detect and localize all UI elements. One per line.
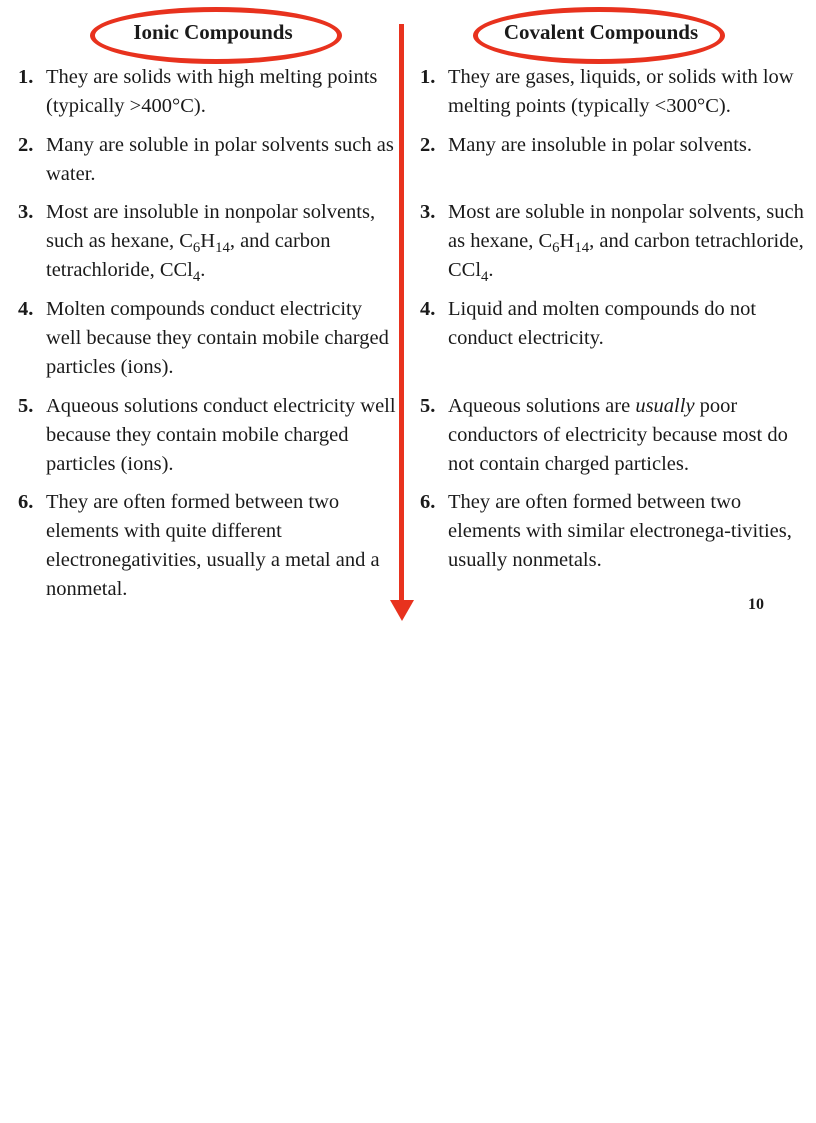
- item-text: Many are insoluble in polar solvents.: [448, 134, 753, 156]
- item-number: 3.: [420, 201, 436, 223]
- ionic-item-5: [18, 392, 398, 479]
- covalent-item-3: [420, 198, 812, 285]
- item-text: Aqueous solutions are usually poor conductors of electricity because most do not contain charged particles.: [448, 395, 788, 475]
- item-number: 1.: [18, 66, 34, 88]
- divider-arrow-shaft: [399, 24, 404, 602]
- item-text: They are often formed between two elements with quite different electronegativities, usually a metal and a nonmetal.: [46, 491, 380, 600]
- item-text: Many are soluble in polar solvents such as water.: [46, 134, 394, 185]
- ionic-item-2: [18, 131, 398, 189]
- item-number: 2.: [420, 134, 436, 156]
- item-number: 3.: [18, 201, 34, 223]
- item-number: 5.: [420, 395, 436, 417]
- page-number: 10: [748, 596, 764, 613]
- covalent-item-4: [420, 295, 812, 353]
- ionic-compounds-heading: Ionic Compounds: [133, 20, 293, 44]
- item-text: Aqueous solutions conduct electricity well because they contain mobile charged particles (ions).: [46, 395, 396, 475]
- ionic-item-4: [18, 295, 398, 382]
- item-text: Liquid and molten compounds do not conduct electricity.: [448, 298, 757, 349]
- item-number: 6.: [420, 491, 436, 513]
- item-text: Molten compounds conduct electricity well because they contain mobile charged particles (ions).: [46, 298, 389, 378]
- item-text: They are often formed between two elements with similar electronega-tivities, usually nonmetals.: [448, 491, 792, 571]
- item-number: 4.: [18, 298, 34, 320]
- item-number: 4.: [420, 298, 436, 320]
- covalent-compounds-heading: Covalent Compounds: [503, 20, 699, 44]
- item-number: 2.: [18, 134, 34, 156]
- item-number: 5.: [18, 395, 34, 417]
- item-number: 6.: [18, 491, 34, 513]
- item-text: Most are insoluble in nonpolar solvents, such as hexane, $C_6H_{14}$, and carbon tetrachloride, CCl$_4$.: [46, 201, 376, 286]
- ionic-heading-circle: [90, 7, 342, 64]
- item-number: 1.: [420, 66, 436, 88]
- ionic-item-1: [18, 63, 398, 121]
- item-text: Most are soluble in nonpolar solvents, such as hexane, $C_6H_{14}$, and carbon tetrachloride, CCl$_4$.: [448, 201, 804, 286]
- item-text: They are solids with high melting points (typically >400°C).: [46, 66, 378, 117]
- ionic-item-3: [18, 198, 398, 285]
- ionic-item-6: [18, 488, 398, 604]
- covalent-item-2: [420, 131, 812, 160]
- covalent-item-5: [420, 392, 812, 479]
- item-text: They are gases, liquids, or solids with low melting points (typically <300°C).: [448, 66, 794, 117]
- covalent-item-1: [420, 63, 812, 121]
- covalent-item-6: [420, 488, 812, 575]
- covalent-heading-circle: [473, 7, 725, 64]
